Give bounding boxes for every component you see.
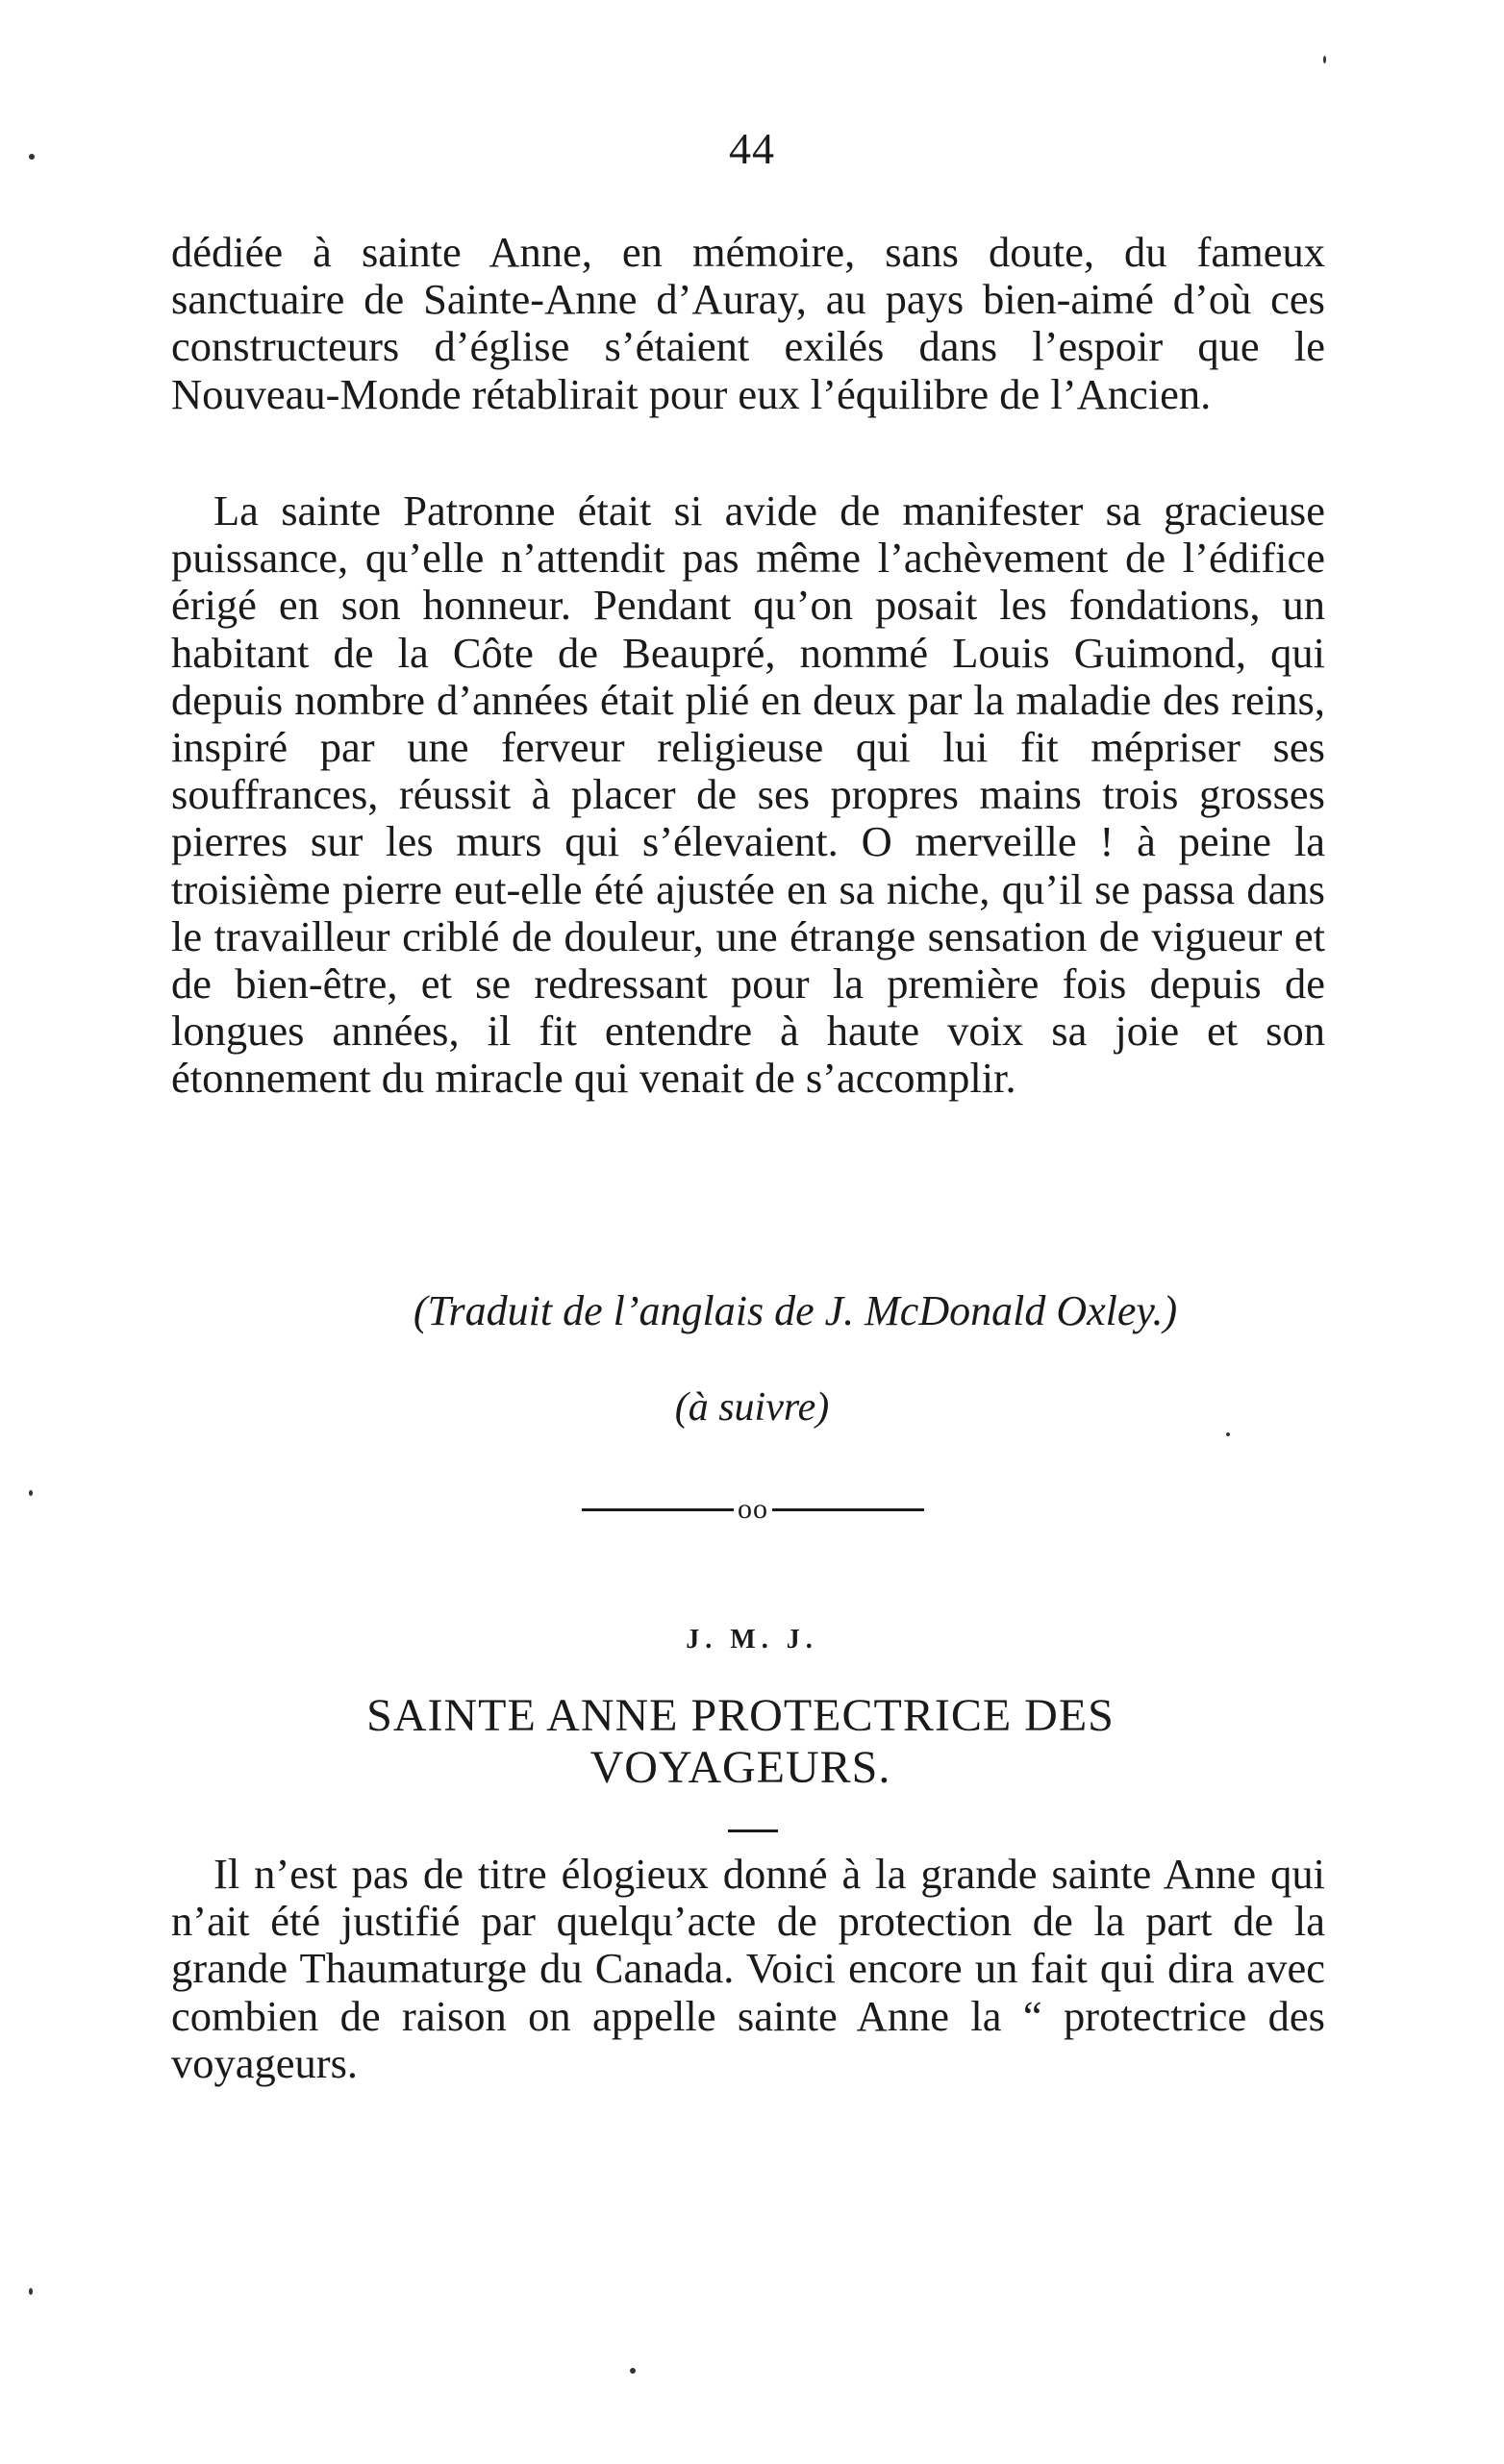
section-separator — [582, 1490, 924, 1529]
scan-speck — [29, 1490, 33, 1496]
section-title-line-2: VOYAGEURS. — [589, 1742, 891, 1793]
paragraph-text: dédiée à sainte Anne, en mémoire, sans doute, du fameux sanctuaire de Sainte-Anne d’Auray, au pays bien-aimé d’où ces constructeurs d’église s’étaient exilés dans l’espoir que le Nouveau-Monde rétablirait pour eux l’équilibre de l’Ancien. — [171, 228, 1325, 418]
scan-speck — [29, 154, 35, 160]
section-title-line-1: SAINTE ANNE PROTECTRICE DES — [366, 1690, 1115, 1741]
section-initials: J. M. J. — [686, 1625, 818, 1655]
translation-attribution: (Traduit de l’anglais de J. McDonald Oxley.) — [413, 1287, 1178, 1334]
paragraph-continuation — [171, 229, 1325, 418]
section-title — [260, 1690, 1221, 1794]
separator-ornament: oo — [738, 1493, 768, 1525]
scan-speck — [1323, 56, 1326, 63]
paragraph-protectrice — [171, 1851, 1325, 2087]
paragraph-miracle — [171, 487, 1325, 1103]
scan-speck — [630, 2368, 636, 2374]
continuation-note: (à suivre) — [674, 1385, 830, 1430]
paragraph-text: Il n’est pas de titre élogieux donné à la grande sainte Anne qui n’ait été justifié par quelqu’acte de protection de la part de la grande Thaumaturge du Canada. Voici encore un fait qui dira avec combien de raison on appelle sainte Anne la “ protectrice des voyageurs. — [171, 1850, 1325, 2087]
paragraph-text: La sainte Patronne était si avide de manifester sa gracieuse puissance, qu’elle n’attendit pas même l’achèvement de l’édifice érigé en son honneur. Pendant qu’on posait les fondations, un habitant de la Côte de Beaupré, nommé Louis Guimond, qui depuis nombre d’années était plié en deux par la maladie des reins, inspiré par une ferveur religieuse qui lui fit mépriser ses souffrances, réussit à placer de ses propres mains trois grosses pierres sur les murs qui s’élevaient. O merveille ! à peine la troisième pierre eut-elle été ajustée en sa niche, qu’il se passa dans le travailleur criblé de douleur, une étrange sensation de vigueur et de bien-être, et se redressant pour la première fois depuis de longues années, il fit entendre à haute voix sa joie et son étonnement du miracle qui venait de s’accomplir. — [171, 486, 1325, 1103]
page-number: 44 — [729, 124, 775, 173]
scan-speck — [29, 2288, 33, 2295]
title-underline — [728, 1829, 778, 1832]
separator-line-left — [582, 1508, 734, 1511]
scan-speck — [1226, 1432, 1230, 1436]
separator-line-right — [772, 1508, 924, 1511]
